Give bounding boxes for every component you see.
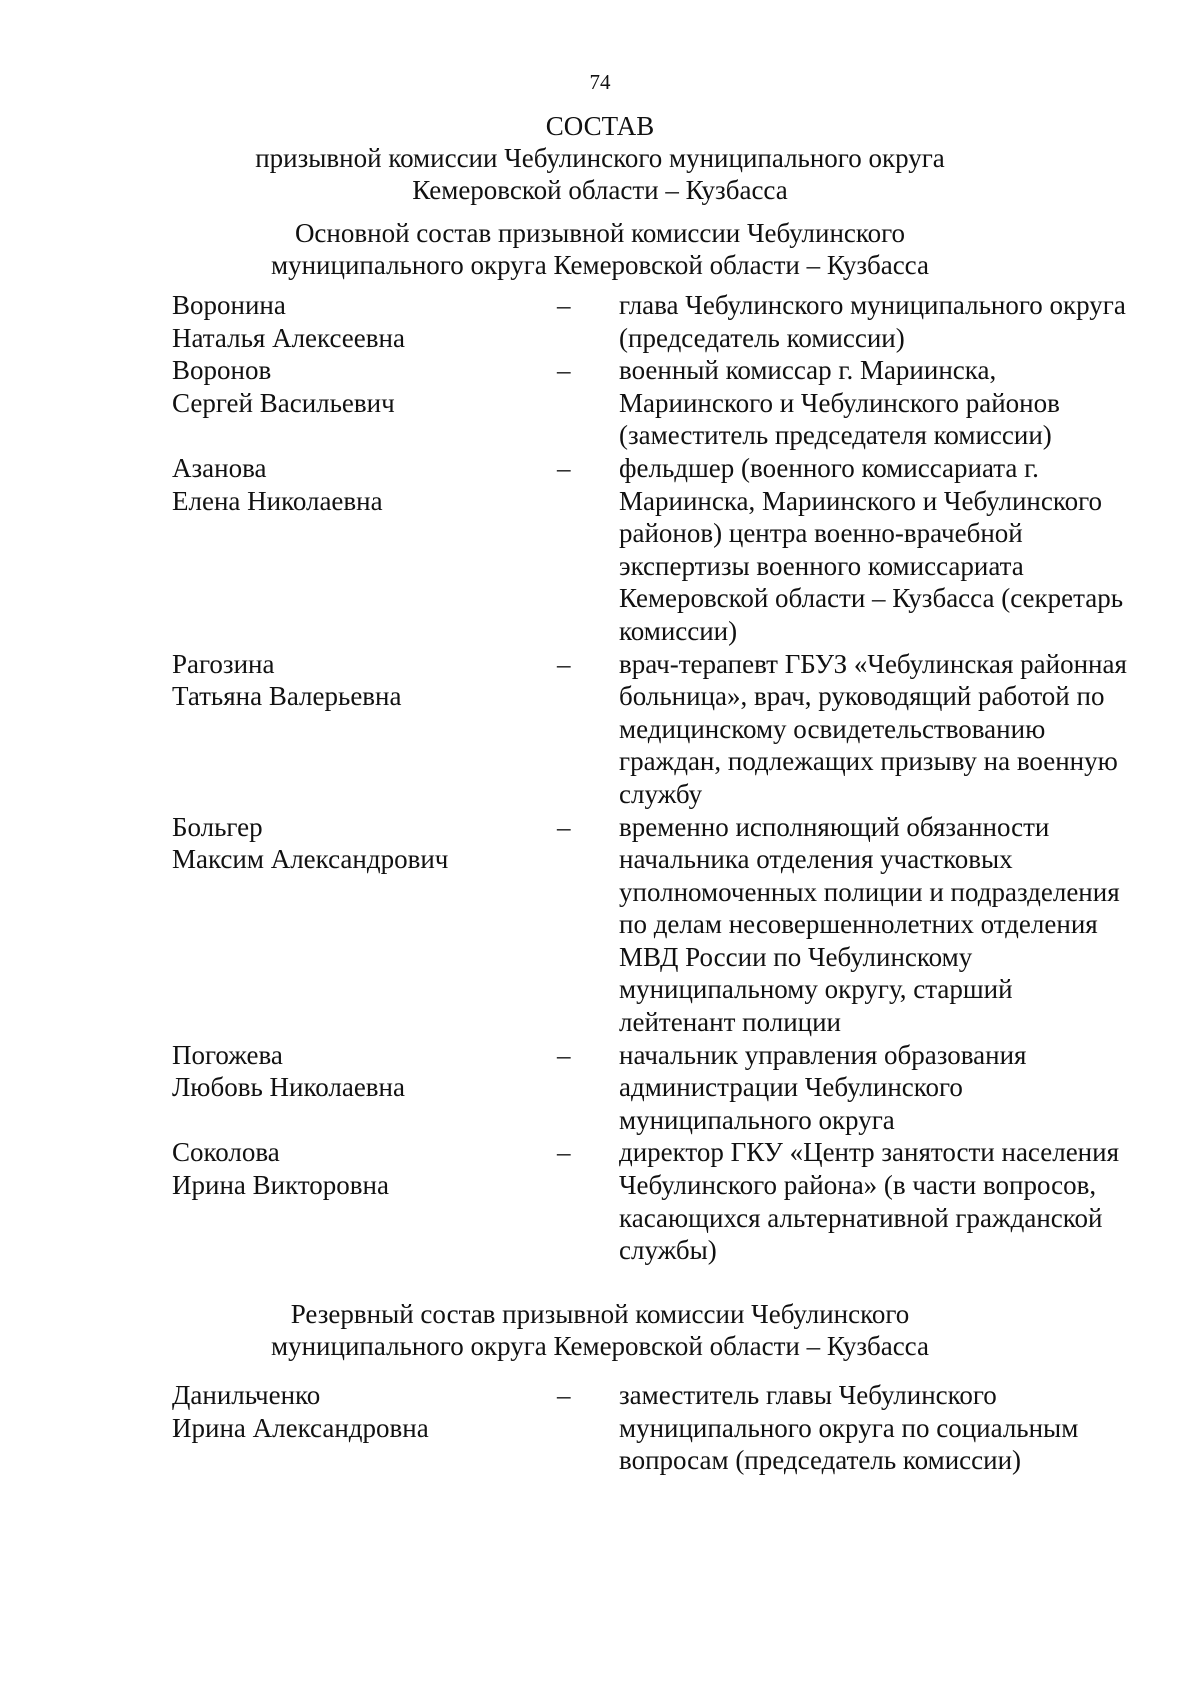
subtitle-line-1: призывной комиссии Чебулинского муниципального округа <box>255 143 945 173</box>
member-name <box>172 1379 557 1477</box>
member-row <box>172 811 1132 1039</box>
member-given-name: Максим Александрович <box>172 844 449 875</box>
main-section-heading <box>0 217 1200 281</box>
member-dash: – <box>557 1380 571 1410</box>
member-role: фельдшер (военного комиссариата г. Мариинска, Мариинского и Чебулинского районов) центра военно-врачебной экспертизы военного комиссариата Кемеровской области – Кузбасса (секретарь комиссии) <box>619 452 1124 646</box>
reserve-section-heading <box>0 1298 1200 1362</box>
member-given-name: Елена Николаевна <box>172 485 383 516</box>
member-row <box>172 648 1132 811</box>
member-row <box>172 1039 1132 1137</box>
member-name <box>172 811 557 1039</box>
member-given-name: Наталья Алексеевна <box>172 322 405 353</box>
member-row <box>172 354 1132 452</box>
member-row <box>172 452 1132 648</box>
main-heading-line-2: муниципального округа Кемеровской области – Кузбасса <box>271 250 929 280</box>
member-dash: – <box>557 290 571 320</box>
member-dash: – <box>557 1039 571 1070</box>
document-title: СОСТАВ <box>545 111 655 141</box>
member-given-name: Татьяна Валерьевна <box>172 681 402 712</box>
member-surname: Рагозина <box>172 648 275 679</box>
member-surname: Погожева <box>172 1039 283 1070</box>
member-dash: – <box>557 648 571 679</box>
member-role: врач-терапевт ГБУЗ «Чебулинская районная больница», врач, руководящий работой по медицинскому освидетельствованию граждан, подлежащих призыву на военную службу <box>619 648 1127 809</box>
member-name <box>172 1136 557 1266</box>
page-number: 74 <box>589 70 611 94</box>
member-role: глава Чебулинского муниципального округа (председатель комиссии) <box>619 290 1126 353</box>
reserve-heading-line-1: Резервный состав призывной комиссии Чебулинского <box>290 1299 910 1329</box>
member-surname: Азанова <box>172 452 267 483</box>
main-heading-line-1: Основной состав призывной комиссии Чебулинского <box>294 218 906 248</box>
member-name <box>172 354 557 452</box>
member-given-name: Ирина Викторовна <box>172 1170 389 1201</box>
member-role: директор ГКУ «Центр занятости населения Чебулинского района» (в части вопросов, касающихся альтернативной гражданской службы) <box>619 1137 1120 1266</box>
member-given-name: Любовь Николаевна <box>172 1072 405 1103</box>
member-surname: Больгер <box>172 811 263 842</box>
member-row <box>172 289 1132 354</box>
subtitle-line-2: Кемеровской области – Кузбасса <box>412 175 788 205</box>
member-surname: Воронина <box>172 290 286 320</box>
reserve-heading-line-2: муниципального округа Кемеровской области – Кузбасса <box>271 1331 929 1361</box>
member-name <box>172 289 557 354</box>
reserve-members-list <box>172 1379 1132 1477</box>
member-dash: – <box>557 355 571 386</box>
member-role: начальник управления образования администрации Чебулинского муниципального округа <box>619 1039 1027 1135</box>
document-subtitle <box>0 142 1200 206</box>
member-dash: – <box>557 1137 571 1168</box>
member-name <box>172 452 557 648</box>
member-row <box>172 1379 1132 1477</box>
member-dash: – <box>557 811 571 842</box>
member-role: временно исполняющий обязанности начальника отделения участковых уполномоченных полиции и подразделения по делам несовершеннолетних отделения МВД России по Чебулинскому муниципальному округу, старший лейтенант полиции <box>619 811 1120 1038</box>
member-name <box>172 648 557 811</box>
member-row <box>172 1136 1132 1266</box>
member-role: заместитель главы Чебулинского муниципального округа по социальным вопросам (председатель комиссии) <box>619 1380 1079 1476</box>
member-role: военный комиссар г. Мариинска, Мариинского и Чебулинского районов (заместитель председателя комиссии) <box>619 355 1060 451</box>
member-given-name: Сергей Васильевич <box>172 387 395 418</box>
main-members-list <box>172 289 1132 1267</box>
member-surname: Воронов <box>172 355 272 386</box>
member-name <box>172 1039 557 1137</box>
member-dash: – <box>557 452 571 483</box>
member-given-name: Ирина Александровна <box>172 1412 429 1443</box>
member-surname: Данильченко <box>172 1380 321 1410</box>
member-surname: Соколова <box>172 1137 280 1168</box>
